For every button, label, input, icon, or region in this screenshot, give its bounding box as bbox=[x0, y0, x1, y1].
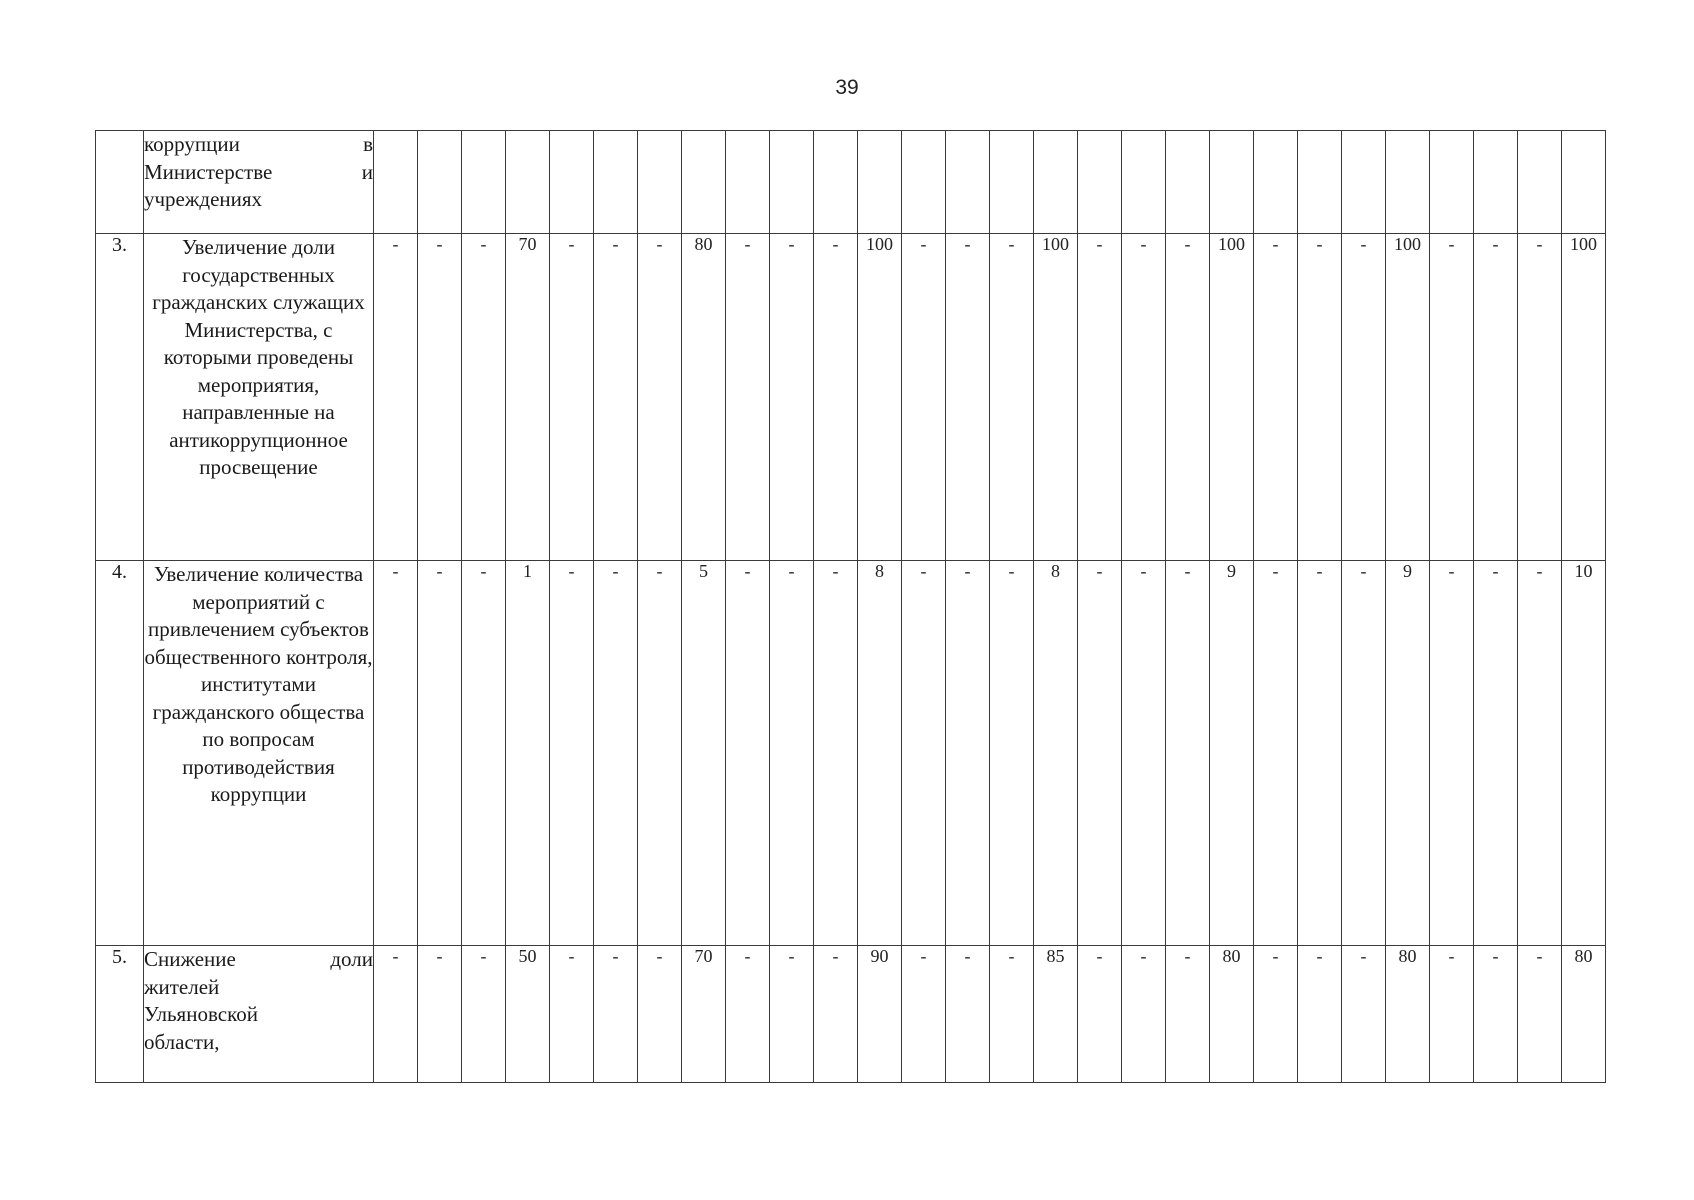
value-cell: - bbox=[374, 561, 418, 946]
value-cell: - bbox=[1430, 234, 1474, 561]
value-cell bbox=[594, 131, 638, 234]
value-cell bbox=[946, 131, 990, 234]
value-cell bbox=[1430, 131, 1474, 234]
value-cell: - bbox=[418, 561, 462, 946]
description-line bbox=[144, 159, 373, 187]
value-cell bbox=[1298, 131, 1342, 234]
value-cell: - bbox=[1518, 234, 1562, 561]
value-cell: - bbox=[770, 946, 814, 1083]
value-cell: - bbox=[814, 946, 858, 1083]
indicator-description-cell: Увеличение доли государственных гражданских служащих Министерства, с которыми проведены мероприятия, направленные на антикоррупционное просвещение bbox=[144, 234, 374, 561]
value-cell: - bbox=[1078, 946, 1122, 1083]
value-cell: - bbox=[374, 234, 418, 561]
value-cell: - bbox=[770, 234, 814, 561]
table-row bbox=[96, 131, 1606, 234]
value-cell: - bbox=[1078, 561, 1122, 946]
value-cell bbox=[462, 131, 506, 234]
value-cell: - bbox=[814, 561, 858, 946]
row-number-cell: 3. bbox=[96, 234, 144, 561]
description-word: в bbox=[363, 132, 373, 156]
description-line bbox=[144, 1001, 373, 1029]
value-cell: 100 bbox=[858, 234, 902, 561]
description-word: Снижение bbox=[144, 947, 236, 971]
value-cell bbox=[550, 131, 594, 234]
value-cell bbox=[1342, 131, 1386, 234]
value-cell: - bbox=[1474, 946, 1518, 1083]
table-row bbox=[96, 561, 1606, 946]
description-line bbox=[144, 186, 373, 214]
value-cell: 9 bbox=[1210, 561, 1254, 946]
value-cell: 70 bbox=[682, 946, 726, 1083]
value-cell: - bbox=[1298, 946, 1342, 1083]
indicator-table bbox=[95, 130, 1606, 1083]
value-cell: - bbox=[1430, 946, 1474, 1083]
value-cell bbox=[858, 131, 902, 234]
value-cell bbox=[902, 131, 946, 234]
value-cell: - bbox=[550, 946, 594, 1083]
value-cell: - bbox=[594, 561, 638, 946]
value-cell: - bbox=[550, 561, 594, 946]
value-cell: - bbox=[374, 946, 418, 1083]
value-cell: - bbox=[1122, 561, 1166, 946]
value-cell bbox=[1254, 131, 1298, 234]
value-cell: - bbox=[814, 234, 858, 561]
value-cell bbox=[374, 131, 418, 234]
row-number-cell bbox=[96, 131, 144, 234]
value-cell: - bbox=[638, 561, 682, 946]
indicator-description-cell bbox=[144, 131, 374, 234]
value-cell bbox=[1518, 131, 1562, 234]
value-cell: - bbox=[946, 234, 990, 561]
value-cell: - bbox=[902, 234, 946, 561]
description-word: Министерстве bbox=[144, 159, 273, 184]
value-cell: - bbox=[1166, 561, 1210, 946]
value-cell: - bbox=[902, 946, 946, 1083]
value-cell: - bbox=[1518, 946, 1562, 1083]
value-cell: - bbox=[1342, 234, 1386, 561]
value-cell bbox=[990, 131, 1034, 234]
value-cell bbox=[1210, 131, 1254, 234]
value-cell: - bbox=[726, 234, 770, 561]
value-cell: - bbox=[1342, 946, 1386, 1083]
description-word: Ульяновской bbox=[144, 1002, 258, 1026]
value-cell: - bbox=[462, 561, 506, 946]
indicator-description-cell: Увеличение количества мероприятий с привлечением субъектов общественного контроля, институтами гражданского общества по вопросам противодействия коррупции bbox=[144, 561, 374, 946]
value-cell bbox=[506, 131, 550, 234]
value-cell: - bbox=[1298, 234, 1342, 561]
value-cell: - bbox=[550, 234, 594, 561]
value-cell: - bbox=[1254, 234, 1298, 561]
value-cell: - bbox=[638, 946, 682, 1083]
value-cell: 80 bbox=[682, 234, 726, 561]
value-cell bbox=[418, 131, 462, 234]
value-cell bbox=[814, 131, 858, 234]
description-word: жителей bbox=[144, 974, 220, 999]
value-cell: 80 bbox=[1210, 946, 1254, 1083]
value-cell: 100 bbox=[1562, 234, 1606, 561]
value-cell: - bbox=[1122, 234, 1166, 561]
value-cell: - bbox=[770, 561, 814, 946]
indicator-description-cell bbox=[144, 946, 374, 1083]
value-cell bbox=[682, 131, 726, 234]
table-row bbox=[96, 946, 1606, 1083]
value-cell: 10 bbox=[1562, 561, 1606, 946]
value-cell: 70 bbox=[506, 234, 550, 561]
value-cell: - bbox=[1254, 561, 1298, 946]
value-cell: 9 bbox=[1386, 561, 1430, 946]
value-cell: 8 bbox=[858, 561, 902, 946]
table-row bbox=[96, 234, 1606, 561]
description-word: области, bbox=[144, 1029, 220, 1054]
description-word: и bbox=[361, 159, 373, 184]
value-cell: - bbox=[418, 946, 462, 1083]
value-cell: - bbox=[1078, 234, 1122, 561]
value-cell: 100 bbox=[1210, 234, 1254, 561]
value-cell: 80 bbox=[1562, 946, 1606, 1083]
value-cell: - bbox=[594, 234, 638, 561]
value-cell: - bbox=[418, 234, 462, 561]
value-cell: - bbox=[462, 234, 506, 561]
value-cell: - bbox=[1166, 946, 1210, 1083]
value-cell bbox=[1386, 131, 1430, 234]
description-word: доли bbox=[330, 947, 373, 971]
value-cell: - bbox=[946, 946, 990, 1083]
value-cell bbox=[1474, 131, 1518, 234]
value-cell: - bbox=[726, 946, 770, 1083]
row-number-cell: 4. bbox=[96, 561, 144, 946]
value-cell: - bbox=[902, 561, 946, 946]
value-cell bbox=[726, 131, 770, 234]
value-cell: - bbox=[990, 561, 1034, 946]
value-cell: 100 bbox=[1034, 234, 1078, 561]
value-cell bbox=[770, 131, 814, 234]
value-cell: 50 bbox=[506, 946, 550, 1083]
value-cell: - bbox=[462, 946, 506, 1083]
value-cell: - bbox=[1122, 946, 1166, 1083]
value-cell: 1 bbox=[506, 561, 550, 946]
value-cell: - bbox=[1254, 946, 1298, 1083]
value-cell: - bbox=[1474, 234, 1518, 561]
value-cell: - bbox=[726, 561, 770, 946]
value-cell bbox=[1078, 131, 1122, 234]
page-number: 39 bbox=[835, 76, 859, 99]
value-cell: - bbox=[1298, 561, 1342, 946]
description-line bbox=[144, 974, 373, 1002]
row-number-cell: 5. bbox=[96, 946, 144, 1083]
value-cell: - bbox=[1474, 561, 1518, 946]
description-word: коррупции bbox=[144, 132, 240, 156]
description-line bbox=[144, 946, 373, 974]
value-cell bbox=[1122, 131, 1166, 234]
value-cell bbox=[1166, 131, 1210, 234]
value-cell: 8 bbox=[1034, 561, 1078, 946]
description-word: учреждениях bbox=[144, 187, 263, 211]
value-cell: - bbox=[946, 561, 990, 946]
value-cell bbox=[1034, 131, 1078, 234]
value-cell: - bbox=[990, 946, 1034, 1083]
value-cell: 90 bbox=[858, 946, 902, 1083]
value-cell: - bbox=[594, 946, 638, 1083]
value-cell: - bbox=[638, 234, 682, 561]
value-cell bbox=[638, 131, 682, 234]
value-cell: 5 bbox=[682, 561, 726, 946]
value-cell: 85 bbox=[1034, 946, 1078, 1083]
value-cell: 100 bbox=[1386, 234, 1430, 561]
value-cell: - bbox=[1518, 561, 1562, 946]
value-cell: - bbox=[1166, 234, 1210, 561]
value-cell: - bbox=[990, 234, 1034, 561]
value-cell: 80 bbox=[1386, 946, 1430, 1083]
value-cell bbox=[1562, 131, 1606, 234]
table-body bbox=[96, 131, 1606, 1083]
description-line bbox=[144, 131, 373, 159]
value-cell: - bbox=[1430, 561, 1474, 946]
value-cell: - bbox=[1342, 561, 1386, 946]
description-line bbox=[144, 1029, 373, 1057]
